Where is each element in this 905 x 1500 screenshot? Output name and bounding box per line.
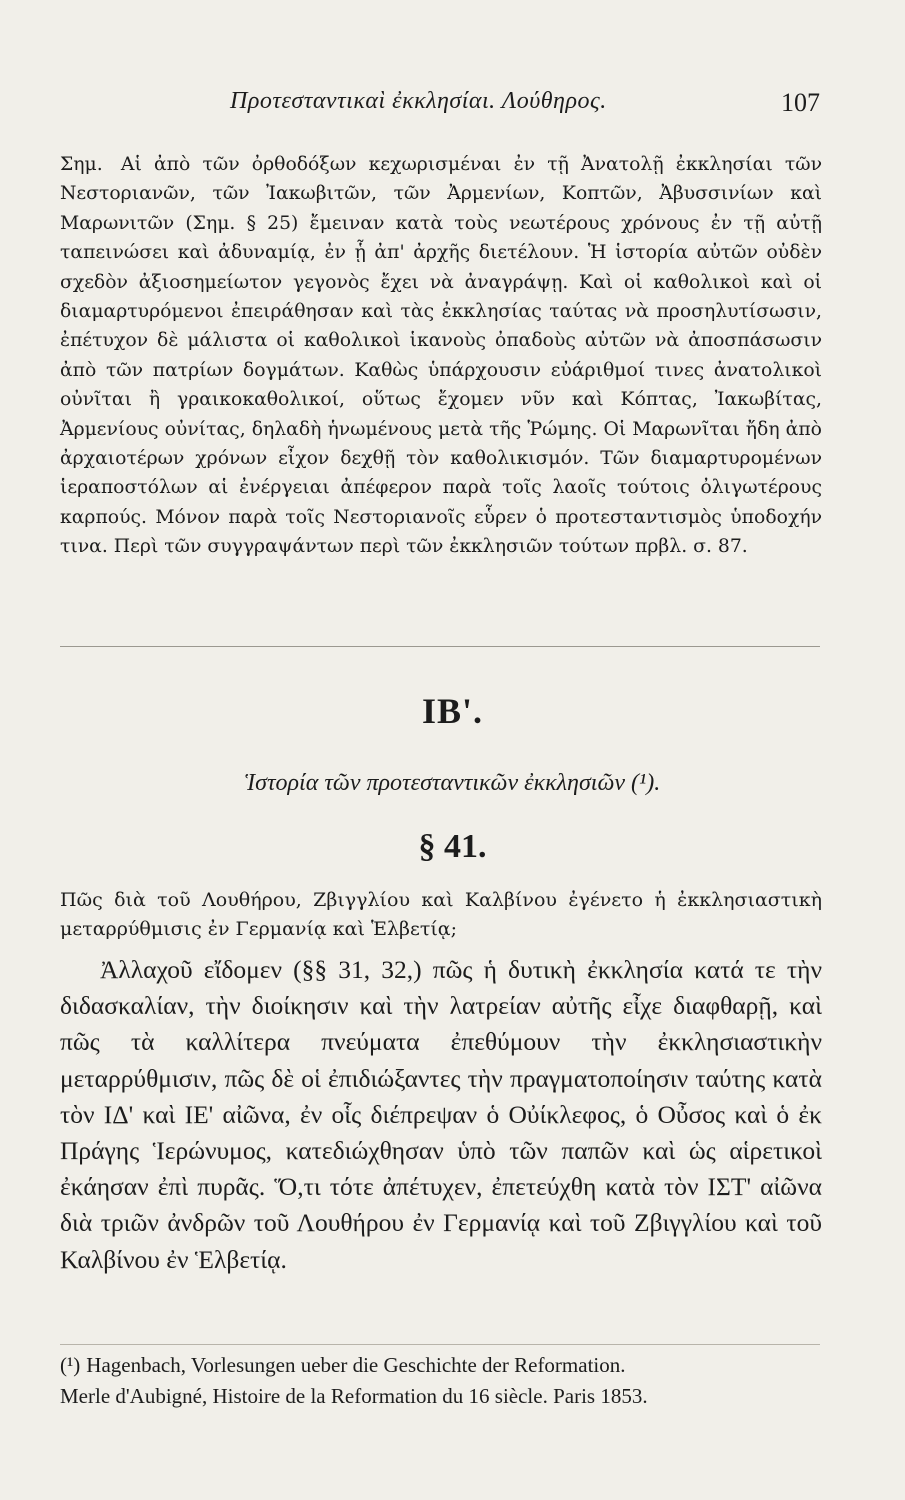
footnote-rule (60, 1344, 820, 1345)
page-number: 107 (781, 88, 820, 117)
chapter-number: ΙΒ'. (421, 691, 484, 731)
footnote-line-2: Merle d'Aubigné, Histoire de la Reformation du 16 siècle. Paris 1853. (60, 1384, 648, 1408)
running-title: Προτεσταντικαὶ ἐκκλησίαι. Λούθηρος. (230, 88, 607, 114)
chapter-title: Ἱστορία τῶν προτεσταντικῶν ἐκκλησιῶν (¹). (244, 770, 661, 796)
footnote-line-1 (60, 1350, 822, 1381)
section-summary: Πῶς διὰ τοῦ Λουθήρου, Ζβιγγλίου καὶ Καλβίνου ἐγένετο ἡ ἐκκλησιαστικὴ μεταρρύθμισις ἐν Γερμανίᾳ καὶ Ἑλβετίᾳ; (60, 889, 822, 940)
body-text (60, 952, 822, 1278)
page-header (60, 88, 820, 128)
note-paragraph (60, 150, 822, 562)
footnote-text-1: Hagenbach, Vorlesungen ueber die Geschichte der Reformation. (86, 1353, 626, 1377)
footnotes (60, 1350, 822, 1412)
footnote-marker: (¹) (60, 1353, 81, 1377)
section-number: § 41. (418, 828, 487, 865)
separator-rule (60, 646, 820, 647)
note-text: Αἱ ἀπὸ τῶν ὀρθοδόξων κεχωρισμέναι ἐν τῇ Ἀνατολῇ ἐκκλησίαι τῶν Νεστοριανῶν, τῶν Ἰακωβιτῶν, τῶν Ἀρμενίων, Κοπτῶν, Ἀβυσσινίων καὶ Μαρωνιτῶν (Σημ. § 25) ἔμειναν κατὰ τοὺς νεωτέρους χρόνους ἐν τῇ αὐτῇ ταπεινώσει καὶ ἀδυναμίᾳ, ἐν ᾗ ἀπ' ἀρχῆς διετέλουν. Ἡ ἱστορία αὐτῶν οὐδὲν σχεδὸν ἀξιοσημείωτον γεγονὸς ἔχει νὰ ἀναγράψῃ. Καὶ οἱ καθολικοὶ καὶ οἱ διαμαρτυρόμενοι ἐπειράθησαν καὶ τὰς ἐκκλησίας ταύτας νὰ προσηλυτίσωσιν, ἐπέτυχον δὲ μάλιστα οἱ καθολικοὶ ἱκανοὺς ὀπαδοὺς αὐτῶν νὰ ἀποσπάσωσιν ἀπὸ τῶν πατρίων δογμάτων. Καθὼς ὑπάρχουσιν εὐάριθμοί τινες ἀνατολικοὶ οὐνῖται ἢ γραικοκαθολικοί, οὕτως ἔχομεν νῦν καὶ Κόπτας, Ἰακωβίτας, Ἀρμενίους οὐνίτας, δηλαδὴ ἡνωμένους μετὰ τῆς Ῥώμης. Οἱ Μαρωνῖται ἤδη ἀπὸ ἀρχαιοτέρων χρόνων εἶχον δεχθῇ τὸν καθολικισμόν. Τῶν διαμαρτυρομένων ἱεραποστόλων αἱ ἐνέργειαι ἀπέφερον παρὰ τοῖς λαοῖς τούτοις ὀλιγωτέρους καρπούς. Μόνον παρὰ τοῖς Νεστοριανοῖς εὗρεν ὁ προτεσταντισμὸς ὑποδοχήν τινα. Περὶ τῶν συγγραψάντων περὶ τῶν ἐκκλησιῶν τούτων πρβλ. σ. 87. (60, 154, 822, 558)
note-label: Σημ. (60, 154, 103, 175)
body-paragraph: Ἀλλαχοῦ εἴδομεν (§§ 31, 32,) πῶς ἡ δυτικὴ ἐκκλησία κατά τε τὴν διδασκαλίαν, τὴν διοίκησιν καὶ τὴν λατρείαν αὐτῆς εἶχε διαφθαρῇ, καὶ πῶς τὰ καλλίτερα πνεύματα ἐπεθύμουν τὴν ἐκκλησιαστικὴν μεταρρύθμισιν, πῶς δὲ οἱ ἐπιδιώξαντες τὴν πραγματοποίησιν ταύτης κατὰ τὸν ΙΔ' καὶ ΙΕ' αἰῶνα, ἐν οἷς διέπρεψαν ὁ Οὐίκλεφος, ὁ Οὖσος καὶ ὁ ἐκ Πράγης Ἱερώνυμος, κατεδιώχθησαν ὑπὸ τῶν παπῶν καὶ ὡς αἱρετικοὶ ἐκάησαν ἐπὶ πυρᾶς. Ὅ,τι τότε ἀπέτυχεν, ἐπετεύχθη κατὰ τὸν ΙΣΤ' αἰῶνα διὰ τριῶν ἀνδρῶν τοῦ Λουθήρου ἐν Γερμανίᾳ καὶ τοῦ Ζβιγγλίου καὶ τοῦ Καλβίνου ἐν Ἑλβετίᾳ. (60, 955, 822, 1274)
